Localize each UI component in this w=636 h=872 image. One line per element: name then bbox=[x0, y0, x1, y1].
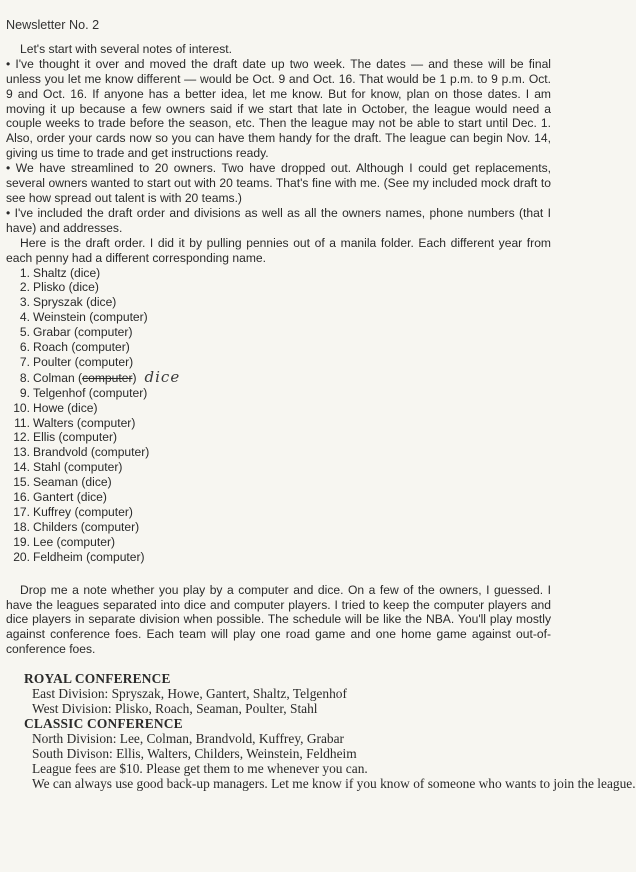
note-draft-date: • I've thought it over and moved the draft date up two week. The dates — and these will be final unless you let me know different — would be Oct. 9 and Oct. 16. That would be 1 p.m. to 9 p.m. Oct. 9 and Oct. 16. If anyone has a better idea, let me know. But for know, plan on those dates. I am moving it up because a few owners said if we start that late in October, the league would need a couple weeks to trade before the season, etc. Then the league may not be able to start until Dec. 1. Also, order your cards now so you can have them handy for the draft. The league can begin Nov. 14, giving us time to trade and get instructions ready. bbox=[6, 56, 551, 161]
spacer bbox=[6, 657, 559, 671]
conference-title: ROYAL CONFERENCE bbox=[24, 671, 171, 687]
division-line: West Division: Plisko, Roach, Seaman, Poulter, Stahl bbox=[32, 701, 318, 717]
list-item: 19. Lee (computer) bbox=[13, 534, 116, 549]
list-item: 6. Roach (computer) bbox=[19, 340, 130, 355]
list-item: 11. Walters (computer) bbox=[14, 415, 136, 430]
list-item: 7. Poulter (computer) bbox=[19, 354, 134, 369]
draft-order-list bbox=[6, 266, 559, 565]
conference-title: CLASSIC CONFERENCE bbox=[24, 716, 183, 732]
list-item: 9. Telgenhof (computer) bbox=[19, 385, 148, 400]
list-item-colman: 8. Colman (computer) dice bbox=[19, 367, 181, 386]
spacer bbox=[6, 565, 559, 583]
fees-line: League fees are $10. Please get them to me whenever you can. bbox=[32, 761, 368, 777]
schedule-paragraph: Drop me a note whether you play by a computer and dice. On a few of the owners, I guessed. I have the leagues separated into dice and computer players. I tried to keep the computer players and dice players in separate division when possible. The schedule will be like the NBA. You'll play mostly against conference foes. Each team will play one road game and one home game against out-of-conference foes. bbox=[6, 582, 551, 657]
managers-line: We can always use good back-up managers. Let me know if you know of someone who wants to join the league. bbox=[32, 776, 636, 792]
conferences-section bbox=[6, 671, 636, 792]
list-item: 1. Shaltz (dice) bbox=[19, 265, 101, 280]
list-item: 14. Stahl (computer) bbox=[13, 460, 123, 475]
list-item: 2. Plisko (dice) bbox=[19, 280, 99, 295]
list-item: 18. Childers (computer) bbox=[13, 519, 140, 534]
list-item: 17. Kuffrey (computer) bbox=[13, 505, 133, 519]
list-item: 16. Gantert (dice) bbox=[13, 490, 107, 505]
draft-order-intro: Here is the draft order. I did it by pulling pennies out of a manila folder. Each different year from each penny had a different corresponding name. bbox=[6, 235, 551, 265]
note-owners: • We have streamlined to 20 owners. Two have dropped out. Although I could get replacements, several owners wanted to start out with 20 teams. That's fine with me. (See my included mock draft to see how spread out talent is with 20 teams.) bbox=[6, 161, 551, 205]
handwritten-annotation: dice bbox=[144, 367, 181, 386]
note-included: • I've included the draft order and divisions as well as all the owners names, phone numbers (that I have) and addresses. bbox=[6, 205, 551, 235]
intro-line: Let's start with several notes of interest. bbox=[20, 41, 233, 56]
list-item: 20. Feldheim (computer) bbox=[13, 549, 145, 564]
list-item: 10. Howe (dice) bbox=[13, 400, 98, 415]
division-line: South Divison: Ellis, Walters, Childers, Weinstein, Feldheim bbox=[32, 746, 357, 762]
list-item: 3. Spryszak (dice) bbox=[19, 295, 117, 310]
division-line: North Division: Lee, Colman, Brandvold, Kuffrey, Grabar bbox=[32, 731, 345, 747]
list-item: 15. Seaman (dice) bbox=[13, 475, 112, 490]
newsletter-header: Newsletter No. 2 bbox=[6, 18, 100, 32]
list-item: 13. Brandvold (computer) bbox=[13, 445, 150, 460]
list-item: 4. Weinstein (computer) bbox=[19, 310, 148, 325]
division-line: East Division: Spryszak, Howe, Gantert, Shaltz, Telgenhof bbox=[32, 686, 347, 702]
list-item: 12. Ellis (computer) bbox=[13, 430, 118, 445]
list-item: 5. Grabar (computer) bbox=[19, 325, 133, 340]
struck-text: computer bbox=[82, 370, 133, 385]
